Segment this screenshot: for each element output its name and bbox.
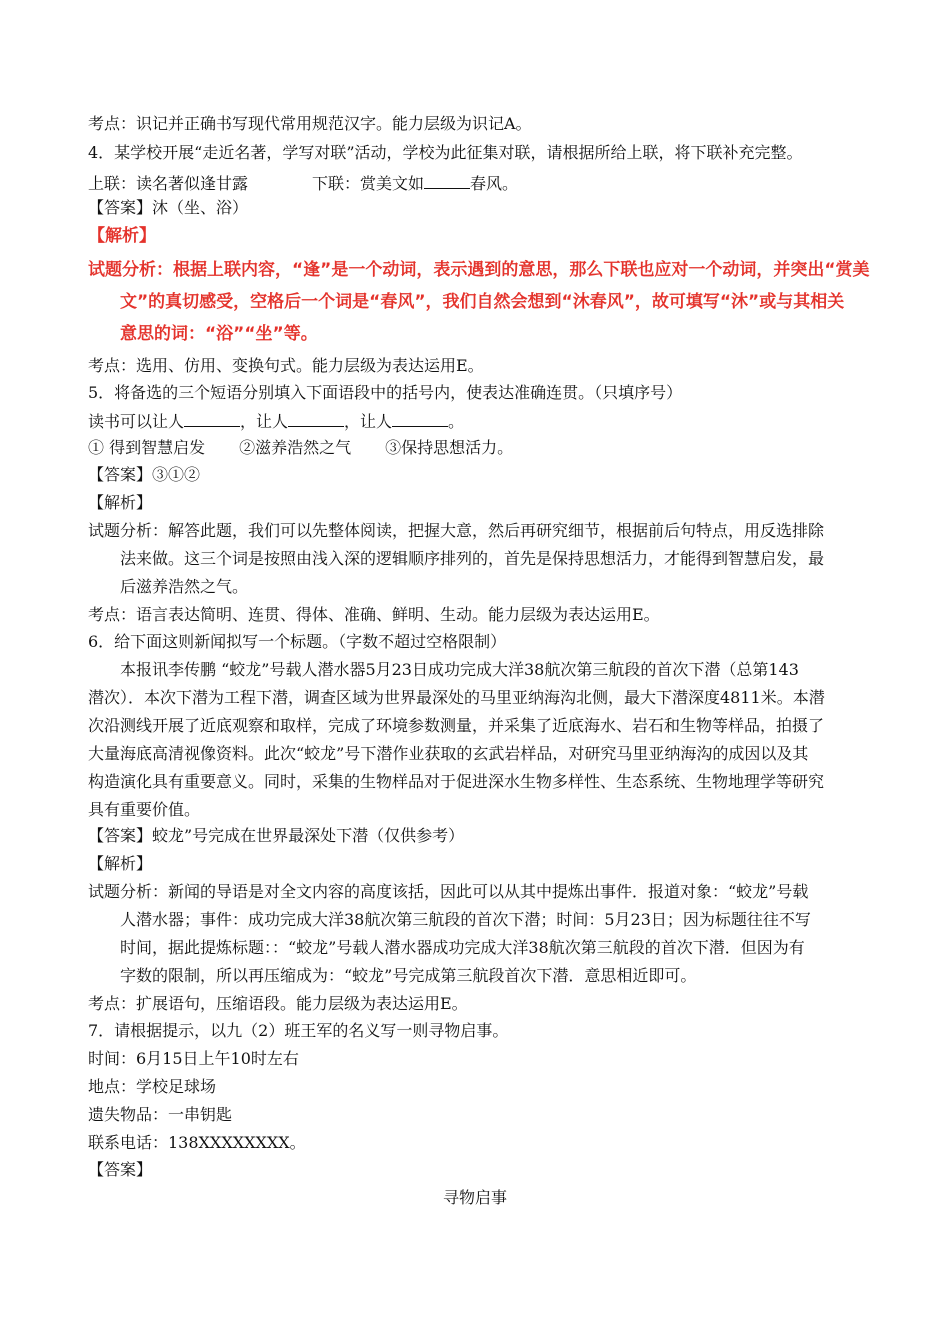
q5-sentence-part-b: ，让人 xyxy=(240,412,289,431)
q6-question: 6．给下面这则新闻拟写一个标题。（字数不超过空格限制） xyxy=(88,632,507,651)
q4-kaodian: 考点：选用、仿用、变换句式。能力层级为表达运用E。 xyxy=(88,356,484,375)
notice-title: 寻物启事 xyxy=(442,1188,507,1207)
q6-news-line-6: 具有重要价值。 xyxy=(88,800,201,819)
q4-analysis-line-3: 意思的词：“浴”“坐”等。 xyxy=(120,324,318,344)
q4-analysis-line-1: 试题分析：根据上联内容，“逢”是一个动词，表示遇到的意思，那么下联也应对一个动词，并突出“赏美 xyxy=(88,260,870,280)
q4-jiexi-label: 【解析】 xyxy=(88,226,156,246)
q6-news-line-2: 潜次）．本次下潜为工程下潜，调查区域为世界最深处的马里亚纳海沟北侧，最大下潜深度4811米。本潜 xyxy=(88,688,825,707)
q4-analysis-line-2: 文”的真切感受，空格后一个词是“春风”，我们自然会想到“沐春风”，故可填写“沐”或与其相关 xyxy=(120,292,845,312)
q5-question: 5．将备选的三个短语分别填入下面语段中的括号内，使表达准确连贯。（只填序号） xyxy=(88,383,683,402)
q5-option-3: ③保持思想活力。 xyxy=(385,438,514,457)
q5-sentence-part-a: 读书可以让人 xyxy=(88,412,185,431)
q5-analysis-line-2: 法来做。这三个词是按照由浅入深的逻辑顺序排列的，首先是保持思想活力，才能得到智慧启发，最 xyxy=(120,549,825,568)
q4-question: 4．某学校开展“走近名著，学写对联”活动，学校为此征集对联，请根据所给上联，将下联补充完整。 xyxy=(88,143,803,162)
q5-sentence-part-c: ，让人 xyxy=(344,412,393,431)
q4-blank xyxy=(424,172,470,189)
q6-analysis-line-3: 时间，据此提炼标题：：“蛟龙”号载人潜水器成功完成大洋38航次第三航段的首次下潜．但因为有 xyxy=(120,938,805,957)
q4-lower-couplet-prefix: 下联：赏美文如 xyxy=(312,174,425,193)
q5-analysis-line-3: 后滋养浩然之气。 xyxy=(120,577,249,596)
q6-analysis-line-1: 试题分析：新闻的导语是对全文内容的高度该括，因此可以从其中提炼出事件．报道对象：“蛟龙”号载 xyxy=(88,882,809,901)
q6-news-line-1: 本报讯李传鹏 “蛟龙”号载人潜水器5月23日成功完成大洋38航次第三航段的首次下潜（总第143 xyxy=(120,660,799,679)
q5-blank-3 xyxy=(392,410,448,427)
q5-sentence-part-d: 。 xyxy=(448,412,465,431)
q5-blank-1 xyxy=(184,410,240,427)
q5-option-1: ① 得到智慧启发 xyxy=(88,438,206,457)
q5-options xyxy=(88,438,513,458)
q4-lower-couplet-suffix: 春风。 xyxy=(470,174,519,193)
q6-analysis-line-4: 字数的限制，所以再压缩成为：“蛟龙”号完成第三航段首次下潜．意思相近即可。 xyxy=(120,966,697,985)
q5-analysis-line-1: 试题分析：解答此题，我们可以先整体阅读，把握大意，然后再研究细节，根据前后句特点，用反选排除 xyxy=(88,521,825,540)
q6-news-line-4: 大量海底高清视像资料。此次“蛟龙”号下潜作业获取的玄武岩样品，对研究马里亚纳海沟的成因以及其 xyxy=(88,744,809,763)
q6-jiexi-label: 【解析】 xyxy=(88,854,153,873)
q3-kaodian: 考点：识记并正确书写现代常用规范汉字。能力层级为识记A。 xyxy=(88,114,532,133)
q5-kaodian: 考点：语言表达简明、连贯、得体、准确、鲜明、生动。能力层级为表达运用E。 xyxy=(88,605,660,624)
q6-answer: 【答案】蛟龙”号完成在世界最深处下潜（仅供参考） xyxy=(88,826,465,845)
q7-phone: 联系电话：138XXXXXXXX。 xyxy=(88,1133,306,1152)
q7-lost-item: 遗失物品：一串钥匙 xyxy=(88,1105,233,1124)
q4-couplet xyxy=(88,172,518,194)
q7-place: 地点：学校足球场 xyxy=(88,1077,217,1096)
q5-blank-2 xyxy=(288,410,344,427)
q5-jiexi-label: 【解析】 xyxy=(88,493,153,512)
q7-answer: 【答案】 xyxy=(88,1160,153,1179)
q7-time: 时间：6月15日上午10时左右 xyxy=(88,1049,299,1068)
q6-kaodian: 考点：扩展语句，压缩语段。能力层级为表达运用E。 xyxy=(88,994,468,1013)
q6-news-line-5: 构造演化具有重要意义。同时，采集的生物样品对于促进深水生物多样性、生态系统、生物地理学等研究 xyxy=(88,772,825,791)
q5-sentence xyxy=(88,410,464,432)
q6-analysis-line-2: 人潜水器；事件：成功完成大洋38航次第三航段的首次下潜；时间：5月23日；因为标题往往不写 xyxy=(120,910,811,929)
q5-option-2: ②滋养浩然之气 xyxy=(239,438,352,457)
q5-answer: 【答案】③①② xyxy=(88,465,201,484)
q4-answer: 【答案】沐（坐、浴） xyxy=(88,198,249,217)
q7-question: 7．请根据提示，以九（2）班王军的名义写一则寻物启事。 xyxy=(88,1021,509,1040)
q6-news-line-3: 次沿测线开展了近底观察和取样，完成了环境参数测量，并采集了近底海水、岩石和生物等样品，拍摄了 xyxy=(88,716,825,735)
q4-upper-couplet: 上联：读名著似逢甘露 xyxy=(88,174,249,193)
